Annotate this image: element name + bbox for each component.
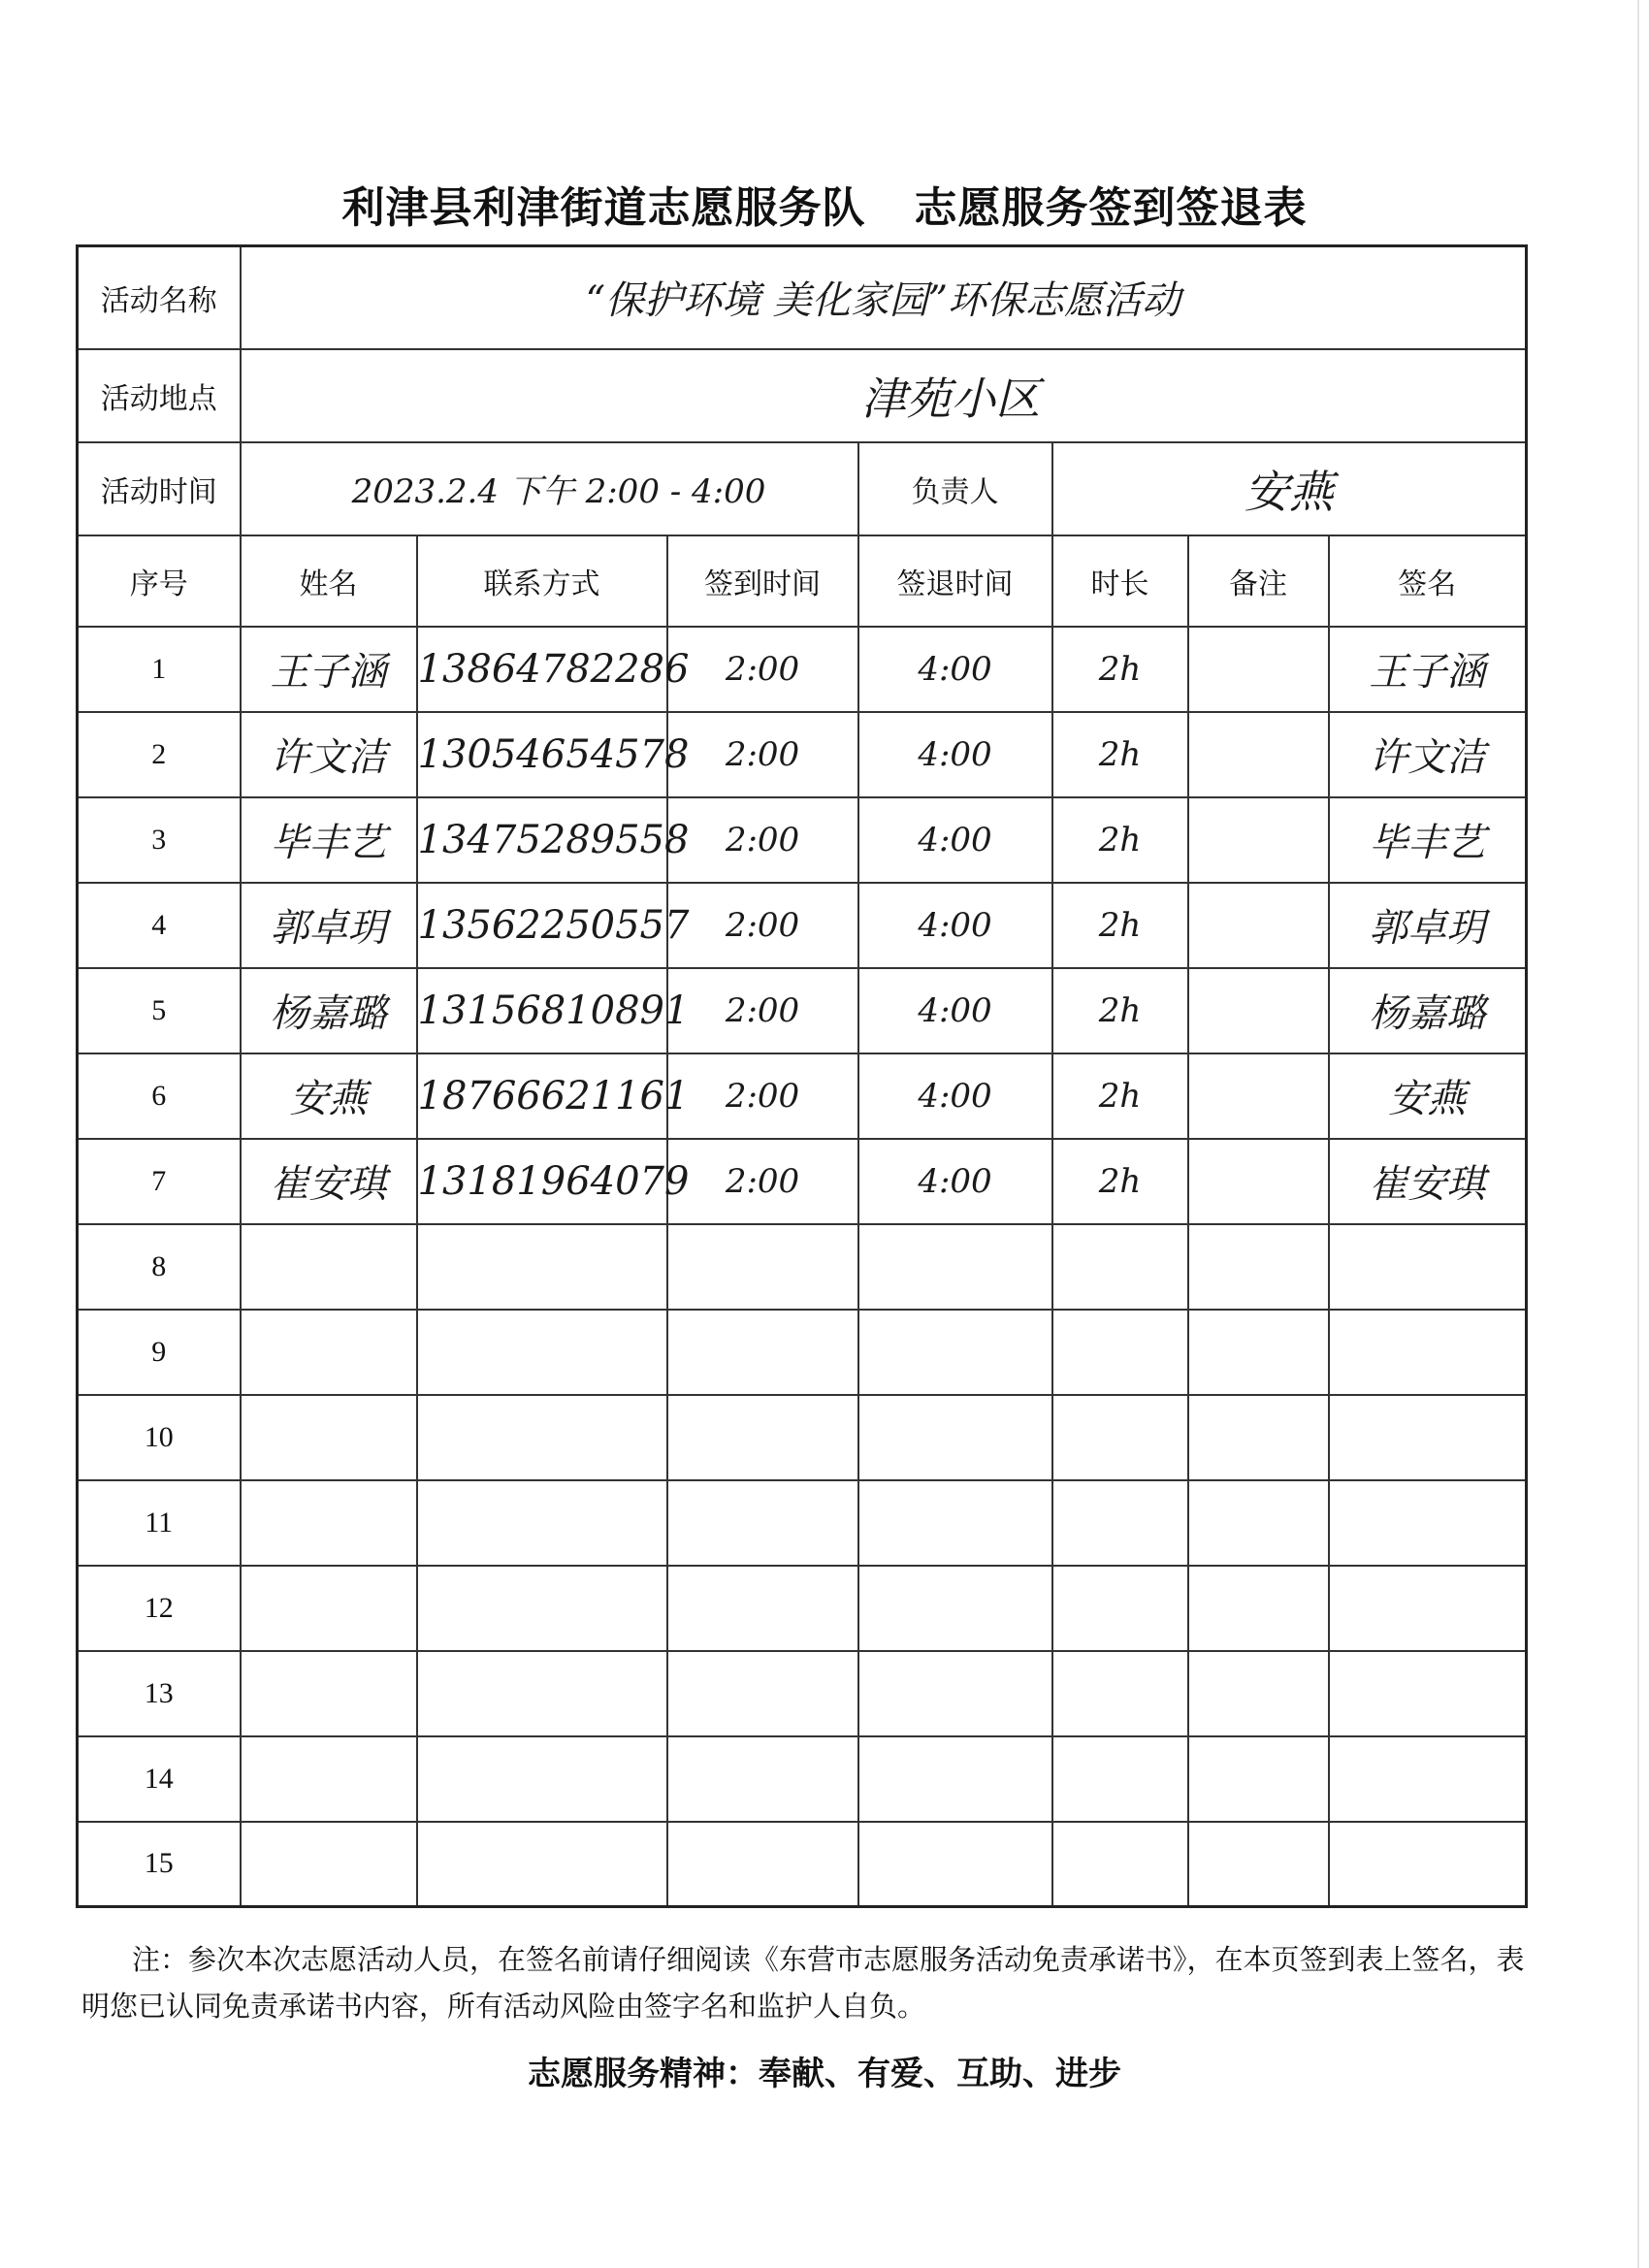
row-remark <box>1188 1651 1329 1736</box>
row-sign-out-time <box>858 1822 1052 1907</box>
row-number-text: 14 <box>144 1762 174 1795</box>
row-number <box>78 1053 241 1139</box>
row-remark <box>1188 1822 1329 1907</box>
table-row <box>78 1651 1527 1736</box>
col-header-sign-in: 签到时间 <box>667 535 858 627</box>
col-header-phone: 联系方式 <box>417 535 667 627</box>
row-sign-in-time <box>667 797 858 883</box>
row-remark <box>1188 1395 1329 1480</box>
row-sign-in-time <box>667 1053 858 1139</box>
row-name-text: 崔安琪 <box>270 1162 387 1207</box>
row-duration <box>1052 1310 1188 1395</box>
table-row <box>78 968 1527 1053</box>
row-signature-text: 杨嘉璐 <box>1369 991 1486 1036</box>
row-sign-out-time <box>858 883 1052 968</box>
row-remark <box>1188 627 1329 712</box>
row-sign-in-time-text: 2:00 <box>725 1161 800 1201</box>
row-number-text: 4 <box>151 908 167 941</box>
volunteer-motto: 志愿服务精神：奉献、有爱、互助、进步 <box>528 2055 1121 2093</box>
row-sign-in-time <box>667 1310 858 1395</box>
row-sign-in-time <box>667 1651 858 1736</box>
row-signature-text: 王子涵 <box>1369 650 1486 695</box>
row-duration <box>1052 1480 1188 1566</box>
row-phone <box>417 797 690 883</box>
row-sign-in-time <box>667 1139 858 1224</box>
row-phone <box>417 1566 667 1651</box>
row-duration <box>1052 627 1188 712</box>
row-sign-in-time-text: 2:00 <box>725 649 800 689</box>
row-sign-in-time <box>667 712 858 797</box>
col-header-no: 序号 <box>78 535 241 627</box>
row-remark <box>1188 1480 1329 1566</box>
row-signature-text: 许文洁 <box>1369 735 1486 780</box>
row-duration <box>1052 1395 1188 1480</box>
row-number <box>78 1395 241 1480</box>
row-duration-text: 2h <box>1098 990 1142 1030</box>
row-signature <box>1329 712 1527 797</box>
row-signature <box>1329 968 1527 1053</box>
row-name <box>241 1139 417 1224</box>
row-sign-in-time-text: 2:00 <box>725 1076 800 1116</box>
page-title <box>0 173 1649 235</box>
row-sign-out-time <box>858 1566 1052 1651</box>
row-duration <box>1052 797 1188 883</box>
row-remark <box>1188 797 1329 883</box>
row-number <box>78 1822 241 1907</box>
scan-edge <box>1637 0 1639 2268</box>
row-sign-in-time <box>667 1736 858 1822</box>
row-duration <box>1052 1139 1188 1224</box>
sign-in-table <box>76 244 1528 1908</box>
row-phone-text: 13054654578 <box>417 731 690 777</box>
row-sign-out-time-text: 4:00 <box>918 734 992 774</box>
table-row <box>78 1736 1527 1822</box>
row-number <box>78 1139 241 1224</box>
row-name <box>241 712 417 797</box>
row-number <box>78 1736 241 1822</box>
row-duration-text: 2h <box>1098 1076 1142 1116</box>
row-sign-out-time <box>858 1395 1052 1480</box>
row-number-text: 12 <box>144 1591 174 1624</box>
row-phone <box>417 1139 690 1224</box>
row-phone <box>417 1395 667 1480</box>
row-name <box>241 627 417 712</box>
row-number-text: 5 <box>151 993 167 1026</box>
row-phone <box>417 1224 667 1310</box>
row-name <box>241 797 417 883</box>
row-sign-out-time-text: 4:00 <box>918 649 992 689</box>
row-number <box>78 883 241 968</box>
row-sign-in-time-text: 2:00 <box>725 905 800 945</box>
row-number <box>78 1566 241 1651</box>
row-sign-in-time-text: 2:00 <box>725 734 800 774</box>
leader-label: 负责人 <box>858 442 1052 535</box>
col-header-name: 姓名 <box>241 535 417 627</box>
row-sign-out-time <box>858 627 1052 712</box>
col-header-remark: 备注 <box>1188 535 1329 627</box>
row-sign-out-time <box>858 712 1052 797</box>
row-number <box>78 968 241 1053</box>
row-number <box>78 627 241 712</box>
activity-name-row <box>78 246 1527 349</box>
leader-value: 安燕 <box>1052 442 1527 535</box>
row-name-text: 安燕 <box>289 1077 368 1121</box>
row-signature <box>1329 627 1527 712</box>
row-signature-text: 安燕 <box>1388 1077 1467 1121</box>
activity-time-row <box>78 442 1527 535</box>
row-number-text: 13 <box>144 1676 174 1709</box>
row-duration <box>1052 968 1188 1053</box>
column-header-row <box>78 535 1527 627</box>
row-signature <box>1329 1480 1527 1566</box>
row-name <box>241 883 417 968</box>
activity-place-value: 津苑小区 <box>241 349 1527 442</box>
row-phone <box>417 1736 667 1822</box>
activity-name-value: “保护环境 美化家园”环保志愿活动 <box>241 246 1527 349</box>
row-signature <box>1329 1822 1527 1907</box>
row-number <box>78 1310 241 1395</box>
disclaimer-note: 注：参次本次志愿活动人员，在签名前请仔细阅读《东营市志愿服务活动免责承诺书》，在本页签到表上签名，表明您已认同免责承诺书内容，所有活动风险由签字名和监护人自负。 <box>81 1943 1525 2023</box>
row-sign-in-time-text: 2:00 <box>725 820 800 859</box>
row-phone-text: 13181964079 <box>417 1158 690 1204</box>
row-number <box>78 1651 241 1736</box>
row-phone-text: 13562250557 <box>417 902 690 948</box>
row-sign-out-time-text: 4:00 <box>918 905 992 945</box>
row-name-text: 许文洁 <box>270 735 387 780</box>
row-remark <box>1188 1310 1329 1395</box>
row-name <box>241 1395 417 1480</box>
row-duration <box>1052 1053 1188 1139</box>
table-row <box>78 1139 1527 1224</box>
row-name <box>241 1566 417 1651</box>
row-name <box>241 1224 417 1310</box>
row-sign-out-time <box>858 1139 1052 1224</box>
row-number-text: 6 <box>151 1079 167 1112</box>
row-name <box>241 1651 417 1736</box>
table-row <box>78 1566 1527 1651</box>
row-name <box>241 1736 417 1822</box>
row-signature-text: 毕丰艺 <box>1369 821 1486 865</box>
col-header-duration: 时长 <box>1052 535 1188 627</box>
row-sign-out-time-text: 4:00 <box>918 990 992 1030</box>
row-name-text: 王子涵 <box>270 650 387 695</box>
activity-name-label: 活动名称 <box>78 246 241 349</box>
table-row <box>78 1395 1527 1480</box>
row-number-text: 11 <box>145 1506 174 1539</box>
row-signature <box>1329 1224 1527 1310</box>
table-row <box>78 1822 1527 1907</box>
activity-place-label: 活动地点 <box>78 349 241 442</box>
activity-place-row <box>78 349 1527 442</box>
row-signature <box>1329 1310 1527 1395</box>
row-signature <box>1329 1395 1527 1480</box>
row-duration <box>1052 1822 1188 1907</box>
row-name <box>241 968 417 1053</box>
row-signature <box>1329 1651 1527 1736</box>
row-duration-text: 2h <box>1098 1161 1142 1201</box>
row-remark <box>1188 712 1329 797</box>
row-sign-in-time <box>667 1480 858 1566</box>
row-sign-out-time-text: 4:00 <box>918 820 992 859</box>
row-sign-in-time <box>667 1566 858 1651</box>
row-sign-out-time-text: 4:00 <box>918 1076 992 1116</box>
row-phone <box>417 1310 667 1395</box>
row-signature <box>1329 1736 1527 1822</box>
row-duration-text: 2h <box>1098 734 1142 774</box>
row-number <box>78 797 241 883</box>
table-row <box>78 1310 1527 1395</box>
row-name <box>241 1480 417 1566</box>
row-name <box>241 1053 417 1139</box>
row-number-text: 10 <box>144 1420 174 1453</box>
row-name <box>241 1822 417 1907</box>
row-sign-in-time <box>667 968 858 1053</box>
row-name-text: 毕丰艺 <box>270 821 387 865</box>
activity-time-value: 2023.2.4 下午 2:00 - 4:00 <box>241 442 858 535</box>
row-duration <box>1052 883 1188 968</box>
row-phone <box>417 1053 690 1139</box>
row-sign-out-time <box>858 1736 1052 1822</box>
col-header-signature: 签名 <box>1329 535 1527 627</box>
table-row <box>78 1224 1527 1310</box>
row-sign-out-time <box>858 1651 1052 1736</box>
row-remark <box>1188 1736 1329 1822</box>
row-number <box>78 712 241 797</box>
title-form: 志愿服务签到签退表 <box>914 183 1308 233</box>
title-team: 利津县利津街道志愿服务队 <box>341 183 866 233</box>
row-remark <box>1188 1053 1329 1139</box>
row-duration-text: 2h <box>1098 905 1142 945</box>
table-row <box>78 1480 1527 1566</box>
row-sign-in-time <box>667 883 858 968</box>
row-signature <box>1329 1566 1527 1651</box>
table-row <box>78 1053 1527 1139</box>
row-sign-out-time <box>858 1053 1052 1139</box>
row-phone <box>417 1822 667 1907</box>
row-signature-text: 崔安琪 <box>1369 1162 1486 1207</box>
row-duration <box>1052 1224 1188 1310</box>
row-duration <box>1052 1566 1188 1651</box>
row-signature <box>1329 1139 1527 1224</box>
row-sign-out-time <box>858 1310 1052 1395</box>
row-sign-out-time <box>858 1480 1052 1566</box>
row-duration <box>1052 1736 1188 1822</box>
row-phone-text: 13475289558 <box>417 817 690 862</box>
row-sign-in-time <box>667 1224 858 1310</box>
row-phone <box>417 712 690 797</box>
row-duration-text: 2h <box>1098 649 1142 689</box>
row-name <box>241 1310 417 1395</box>
row-sign-out-time-text: 4:00 <box>918 1161 992 1201</box>
row-signature <box>1329 1053 1527 1139</box>
row-number-text: 9 <box>151 1335 167 1368</box>
row-remark <box>1188 883 1329 968</box>
table-row <box>78 797 1527 883</box>
row-number <box>78 1224 241 1310</box>
row-duration <box>1052 1651 1188 1736</box>
row-number-text: 2 <box>151 737 167 770</box>
row-signature <box>1329 797 1527 883</box>
row-duration-text: 2h <box>1098 820 1142 859</box>
row-phone <box>417 883 690 968</box>
row-sign-in-time <box>667 1822 858 1907</box>
row-sign-out-time <box>858 1224 1052 1310</box>
row-sign-in-time <box>667 1395 858 1480</box>
row-sign-in-time-text: 2:00 <box>725 990 800 1030</box>
col-header-sign-out: 签退时间 <box>858 535 1052 627</box>
row-sign-out-time <box>858 797 1052 883</box>
table-row <box>78 627 1527 712</box>
row-remark <box>1188 1139 1329 1224</box>
row-number-text: 15 <box>144 1847 174 1880</box>
row-signature <box>1329 883 1527 968</box>
row-duration <box>1052 712 1188 797</box>
row-number-text: 7 <box>151 1164 167 1197</box>
row-phone <box>417 968 690 1053</box>
row-remark <box>1188 1224 1329 1310</box>
row-signature-text: 郭卓玥 <box>1369 906 1486 951</box>
row-phone <box>417 627 690 712</box>
activity-time-label: 活动时间 <box>78 442 241 535</box>
row-number <box>78 1480 241 1566</box>
row-remark <box>1188 968 1329 1053</box>
row-remark <box>1188 1566 1329 1651</box>
row-name-text: 郭卓玥 <box>270 906 387 951</box>
row-phone-text: 13156810891 <box>417 988 690 1033</box>
table-row <box>78 883 1527 968</box>
row-number-text: 8 <box>151 1249 167 1282</box>
row-phone-text: 18766621161 <box>417 1073 690 1118</box>
row-sign-in-time <box>667 627 858 712</box>
row-sign-out-time <box>858 968 1052 1053</box>
row-phone <box>417 1651 667 1736</box>
table-row <box>78 712 1527 797</box>
row-phone-text: 13864782286 <box>417 646 690 692</box>
row-phone <box>417 1480 667 1566</box>
row-number-text: 1 <box>151 652 167 685</box>
row-name-text: 杨嘉璐 <box>270 991 387 1036</box>
row-number-text: 3 <box>151 823 167 856</box>
